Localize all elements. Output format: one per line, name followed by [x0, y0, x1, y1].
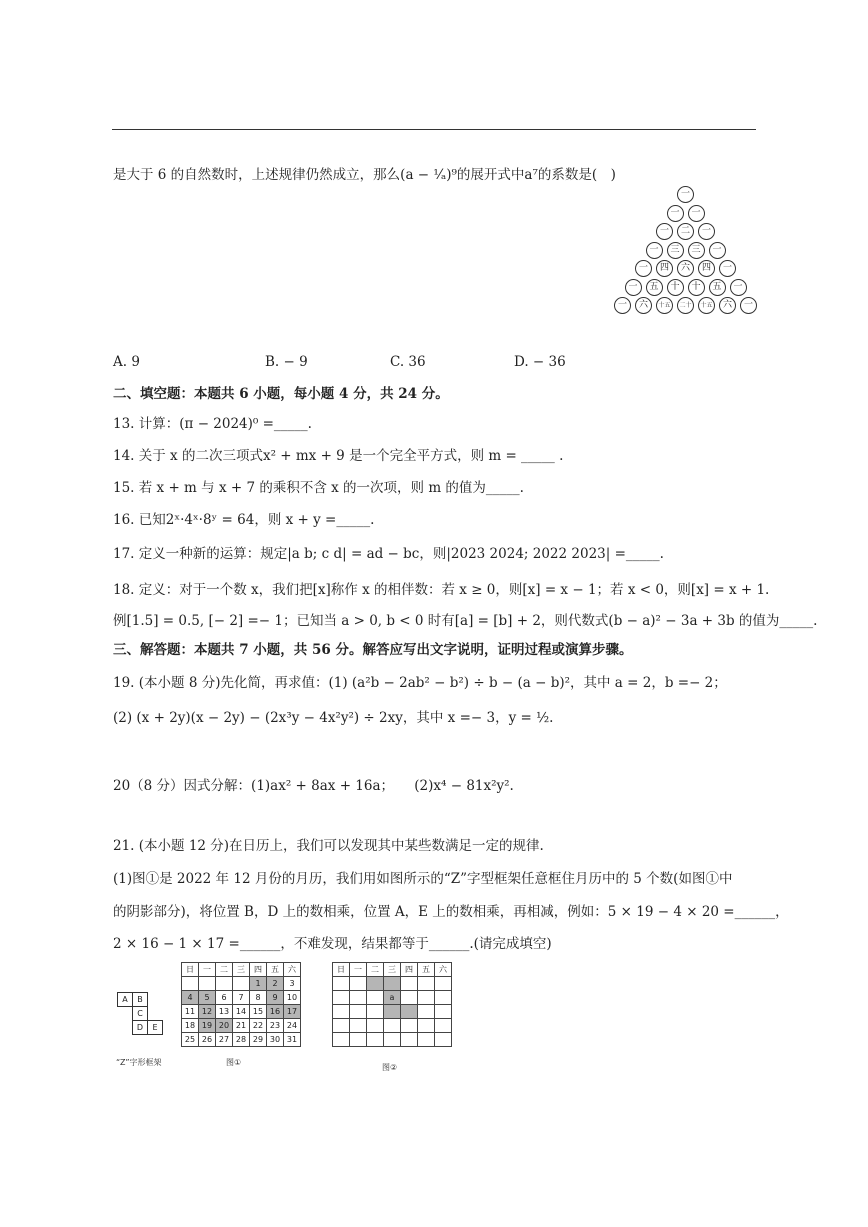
zframe-cell-b: B	[132, 992, 148, 1007]
question-12-text: 是大于 6 的自然数时，上述规律仍然成立，那么(a − ¹⁄ₐ)⁹的展开式中a⁷的系数是( )	[113, 167, 616, 183]
cal1-cell: 8	[250, 991, 267, 1005]
cal1-cell	[182, 977, 199, 991]
cal2-cell	[367, 1019, 384, 1033]
question-21-line-3: 的阴影部分)，将位置 B，D 上的数相乘，位置 A，E 上的数相乘，再相减，例如：5 × 19 − 4 × 20 =______，	[113, 904, 789, 920]
cal2-cell	[401, 991, 418, 1005]
triangle-cell: 三	[667, 242, 684, 259]
cal2-header: 三	[384, 963, 401, 977]
cal2-cell	[418, 991, 435, 1005]
cal1-cell: 2	[267, 977, 284, 991]
cal1-cell	[216, 977, 233, 991]
cal2-cell	[418, 1005, 435, 1019]
cal2-cell	[418, 1019, 435, 1033]
triangle-cell: 三	[688, 242, 705, 259]
cal1-cell: 26	[199, 1033, 216, 1047]
triangle-cell: 五	[709, 279, 726, 296]
cal2-cell	[384, 1005, 401, 1019]
zframe-cell-d: D	[132, 1020, 148, 1035]
triangle-cell: 六	[635, 297, 652, 314]
cal1-cell: 20	[216, 1019, 233, 1033]
triangle-cell: 一	[730, 279, 747, 296]
cal1-header: 三	[233, 963, 250, 977]
triangle-cell: 十五	[656, 297, 673, 314]
cal1-cell: 15	[250, 1005, 267, 1019]
triangle-cell: 十	[667, 279, 684, 296]
cal2-cell	[367, 1005, 384, 1019]
triangle-cell: 六	[677, 260, 694, 277]
triangle-cell: 一	[635, 260, 652, 277]
triangle-cell: 六	[719, 297, 736, 314]
question-19-line-1: 19. (本小题 8 分)先化简，再求值：(1) (a²b − 2ab² − b²) ÷ b − (a − b)²，其中 a = 2，b =− 2；	[113, 675, 727, 691]
header-rule	[112, 129, 756, 130]
cal1-cell: 9	[267, 991, 284, 1005]
cal1-cell: 6	[216, 991, 233, 1005]
section-2-heading: 二、填空题：本题共 6 小题，每小题 4 分，共 24 分。	[113, 386, 449, 402]
cal2-cell	[350, 977, 367, 991]
choice-d: D. − 36	[514, 354, 566, 370]
cal2-cell	[367, 991, 384, 1005]
cal1-cell: 1	[250, 977, 267, 991]
triangle-cell: 一	[698, 223, 715, 240]
triangle-cell: 四	[698, 260, 715, 277]
cal2-cell	[384, 1033, 401, 1047]
cal2-cell	[350, 991, 367, 1005]
cal1-cell: 13	[216, 1005, 233, 1019]
triangle-cell: 一	[740, 297, 757, 314]
calendar-figure-2	[332, 962, 452, 1047]
triangle-cell: 一	[709, 242, 726, 259]
triangle-cell: 一	[656, 223, 673, 240]
cal2-cell	[367, 1033, 384, 1047]
cal1-cell: 19	[199, 1019, 216, 1033]
cal1-cell	[199, 977, 216, 991]
cal2-header: 四	[401, 963, 418, 977]
cal1-cell: 3	[284, 977, 301, 991]
cal2-cell	[350, 1019, 367, 1033]
cal1-header: 一	[199, 963, 216, 977]
cal1-cell: 5	[199, 991, 216, 1005]
question-17: 17. 定义一种新的运算：规定|a b; c d| = ad − bc，则|2023 2024; 2022 2023| =_____.	[113, 546, 664, 562]
cal1-cell: 14	[233, 1005, 250, 1019]
triangle-cell: 一	[688, 205, 705, 222]
cal2-cell	[384, 977, 401, 991]
question-20: 20（8 分）因式分解：(1)ax² + 8ax + 16a； (2)x⁴ − 81x²y².	[113, 778, 514, 794]
zframe-cell-e: E	[147, 1020, 163, 1035]
cal2-cell	[384, 1019, 401, 1033]
cal1-cell: 16	[267, 1005, 284, 1019]
cal2-header: 一	[350, 963, 367, 977]
cal1-cell	[233, 977, 250, 991]
cal1-header: 五	[267, 963, 284, 977]
calendar-1-caption: 图①	[226, 1058, 242, 1067]
cal2-cell	[435, 991, 452, 1005]
triangle-cell: 十	[688, 279, 705, 296]
triangle-cell: 二	[677, 223, 694, 240]
question-18-line-2: 例[1.5] = 0.5, [− 2] =− 1；已知当 a > 0, b < 0 时有[a] = [b] + 2，则代数式(b − a)² − 3a + 3b 的值为_____.	[113, 613, 818, 629]
cal1-cell: 29	[250, 1033, 267, 1047]
question-19-line-2: (2) (x + 2y)(x − 2y) − (2x³y − 4x²y²) ÷ 2xy，其中 x =− 3，y = ½.	[113, 710, 554, 726]
cal1-cell: 11	[182, 1005, 199, 1019]
section-3-heading: 三、解答题：本题共 7 小题，共 56 分。解答应写出文字说明，证明过程或演算步骤。	[113, 642, 633, 658]
zframe-caption: “Z”字形框架	[116, 1058, 162, 1067]
triangle-cell: 十五	[698, 297, 715, 314]
triangle-cell: 一	[719, 260, 736, 277]
cal1-cell: 17	[284, 1005, 301, 1019]
choice-b: B. − 9	[265, 354, 308, 370]
cal2-cell	[401, 1005, 418, 1019]
cal2-cell	[350, 1005, 367, 1019]
triangle-cell: 一	[614, 297, 631, 314]
calendar-2-caption: 图②	[382, 1063, 398, 1072]
cal1-cell: 23	[267, 1019, 284, 1033]
cal2-header: 五	[418, 963, 435, 977]
cal2-cell	[435, 977, 452, 991]
cal1-cell: 18	[182, 1019, 199, 1033]
question-15: 15. 若 x + m 与 x + 7 的乘积不含 x 的一次项，则 m 的值为_____.	[113, 480, 524, 496]
cal2-cell	[418, 977, 435, 991]
yanghui-triangle	[610, 186, 760, 318]
question-21-line-1: 21. (本小题 12 分)在日历上，我们可以发现其中某些数满足一定的规律.	[113, 838, 544, 854]
triangle-cell: 一	[646, 242, 663, 259]
cal2-cell	[435, 1019, 452, 1033]
zframe-cell-a: A	[117, 992, 133, 1007]
calendar-figure-1	[181, 962, 301, 1047]
cal2-cell	[333, 1033, 350, 1047]
cal2-cell	[401, 1019, 418, 1033]
question-18-line-1: 18. 定义：对于一个数 x，我们把[x]称作 x 的相伴数：若 x ≥ 0，则[x] = x − 1；若 x < 0，则[x] = x + 1.	[113, 582, 770, 598]
cal2-cell	[435, 1005, 452, 1019]
cal1-cell: 24	[284, 1019, 301, 1033]
cal1-cell: 28	[233, 1033, 250, 1047]
triangle-cell: 一	[677, 186, 694, 203]
cal2-cell	[350, 1033, 367, 1047]
question-21-line-4: 2 × 16 − 1 × 17 =______，不难发现，结果都等于______.(请完成填空)	[113, 936, 552, 952]
cal2-cell	[333, 1005, 350, 1019]
cal2-cell	[333, 977, 350, 991]
cal1-cell: 4	[182, 991, 199, 1005]
cal1-header: 六	[284, 963, 301, 977]
triangle-cell: 五	[646, 279, 663, 296]
cal2-cell	[435, 1033, 452, 1047]
triangle-cell: 一	[667, 205, 684, 222]
triangle-cell: 四	[656, 260, 673, 277]
cal2-header: 六	[435, 963, 452, 977]
triangle-cell: 二十	[677, 297, 694, 314]
cal1-cell: 10	[284, 991, 301, 1005]
question-21-line-2: (1)图①是 2022 年 12 月份的月历，我们用如图所示的“Z”字型框架任意框住月历中的 5 个数(如图①中	[113, 871, 733, 887]
zframe-cell-c: C	[132, 1006, 148, 1021]
choice-c: C. 36	[390, 354, 426, 370]
cal2-cell	[367, 977, 384, 991]
cal1-cell: 21	[233, 1019, 250, 1033]
cal1-cell: 25	[182, 1033, 199, 1047]
choice-a: A. 9	[113, 354, 140, 370]
cal2-header: 二	[367, 963, 384, 977]
cal2-cell	[418, 1033, 435, 1047]
cal2-header: 日	[333, 963, 350, 977]
question-14: 14. 关于 x 的二次三项式x² + mx + 9 是一个完全平方式，则 m = _____ .	[113, 448, 564, 464]
triangle-cell: 一	[625, 279, 642, 296]
question-16: 16. 已知2ˣ·4ˣ·8ʸ = 64，则 x + y =_____.	[113, 512, 375, 528]
cal1-cell: 22	[250, 1019, 267, 1033]
cal2-cell	[401, 977, 418, 991]
cal2-cell	[333, 991, 350, 1005]
cal1-cell: 27	[216, 1033, 233, 1047]
cal1-cell: 12	[199, 1005, 216, 1019]
cal1-header: 二	[216, 963, 233, 977]
cal2-cell	[401, 1033, 418, 1047]
question-13: 13. 计算：(π − 2024)⁰ =_____.	[113, 416, 312, 432]
cal1-header: 四	[250, 963, 267, 977]
cal2-cell-a: a	[384, 991, 401, 1005]
cal1-cell: 31	[284, 1033, 301, 1047]
cal1-cell: 30	[267, 1033, 284, 1047]
cal1-cell: 7	[233, 991, 250, 1005]
cal2-cell	[333, 1019, 350, 1033]
cal1-header: 日	[182, 963, 199, 977]
